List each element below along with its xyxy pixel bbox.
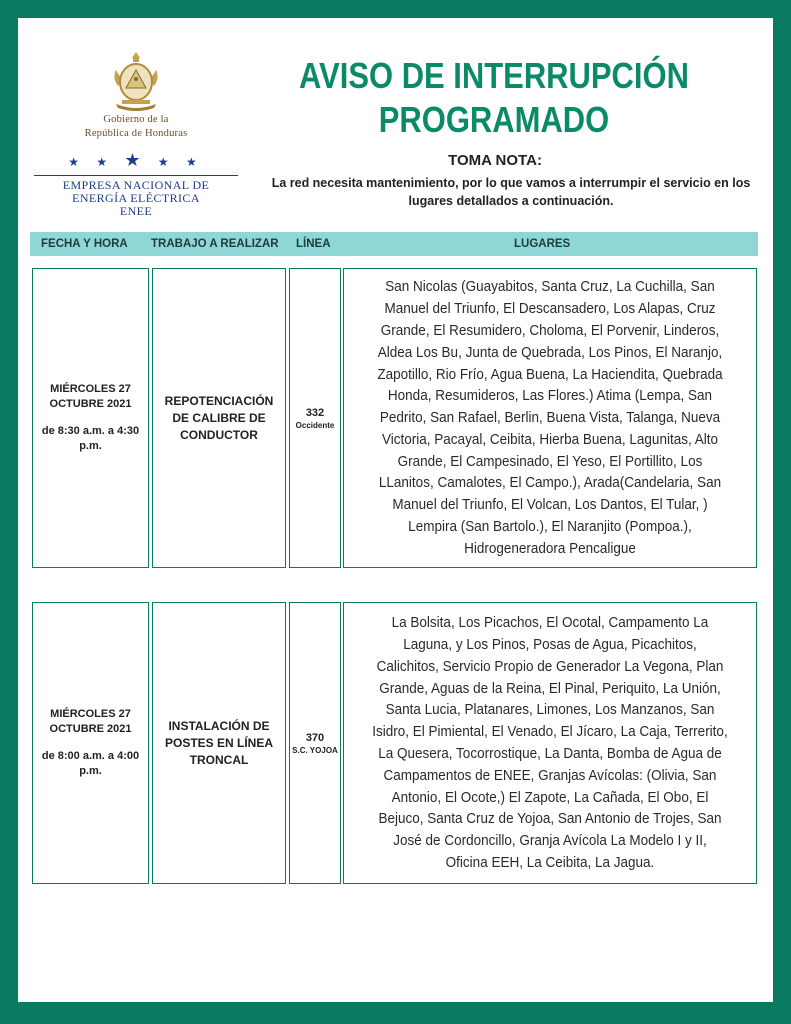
logo-divider	[34, 175, 238, 176]
row-date: MIÉRCOLES 27 OCTUBRE 2021	[49, 708, 132, 735]
page-title	[281, 54, 708, 142]
row-places: La Bolsita, Los Picachos, El Ocotal, Campamento La Laguna, y Los Pinos, Posas de Agua, Picachitos, Calichitos, Servicio Propio de Generador La Vegona, Plan Grande, Aguas de la Reina, El Pinal, Periquito, La Unión, Santa Lucia, Platanares, Limones, Los Manzanos, San Isidro, El Pimiental, El Venado, El Jícaro, La Caja, Terrerito, La Quesera, Tocorrostique, La Danta, Bomba de Agua de Campamentos de ENEE, Granjas Avícolas: (Olivia, San Antonio, El Ocote,) El Zapote, La Cañada, El Obo, El Bejuco, Santa Cruz de Yojoa, San Antonio de Trojes, San José de Cordoncillo, Granja Avícola La Modelo I y II, Oficina EEH, La Ceibita, La Jagua.	[372, 614, 728, 871]
header-fecha: FECHA Y HORA	[41, 238, 128, 250]
note-text: La red necesita mantenimiento, por lo que vamos a interrumpir el servicio en los lugares detallados a continuación.	[271, 176, 751, 208]
row-line: 332	[305, 406, 325, 419]
row-line-area: Occidente	[295, 420, 335, 430]
work-cell	[152, 268, 286, 568]
row-date: MIÉRCOLES 27 OCTUBRE 2021	[49, 383, 132, 410]
company-line-3: ENEE	[119, 204, 153, 218]
gov-line-2: República de Honduras	[84, 128, 188, 139]
title-line-1: AVISO DE INTERRUPCIÓN	[299, 55, 689, 96]
row-work: REPOTENCIACIÓN DE CALIBRE DE CONDUCTOR	[164, 393, 274, 442]
row-line-area: S.C. YOJOA	[292, 745, 338, 755]
table-header	[30, 232, 758, 256]
work-cell	[152, 602, 286, 884]
notice-page	[18, 18, 773, 1002]
enee-logo	[30, 48, 242, 218]
places-cell	[343, 602, 757, 884]
company-line-1: EMPRESA NACIONAL DE	[62, 178, 210, 192]
note-heading: TOMA NOTA:	[448, 152, 542, 169]
row-time: de 8:30 a.m. a 4:30 p.m.	[41, 425, 140, 452]
line-cell	[289, 268, 341, 568]
date-cell	[32, 268, 149, 568]
table-row	[30, 268, 758, 568]
stars-icon: ★ ★ ★ ★ ★	[68, 150, 204, 170]
title-line-2: PROGRAMADO	[378, 99, 610, 140]
places-cell	[343, 268, 757, 568]
row-places: San Nicolas (Guayabitos, Santa Cruz, La Cuchilla, San Manuel del Triunfo, El Descansadero, Los Alapas, Cruz Grande, El Resumidero, Choloma, El Porvenir, Linderos, Aldea Los Bu, Junta de Quebrada, Los Pinos, El Naranjo, Zapotillo, Rio Frío, Agua Buena, La Haciendita, Quebrada Honda, Resumideros, Las Flores.) Atima (Lempa, San Pedrito, San Rafael, Berlin, Buena Vista, Talanga, Nueva Victoria, Pacayal, Ceibita, Hierba Buena, Lagunitas, Alto Grande, El Campesinado, El Yeso, El Portillito, Los LLanitos, Camalotes, El Campo.), Arada(Candelaria, San Manuel del Triunfo, El Volcan, Los Dantos, El Tular, ) Lempira (San Bartolo.), El Naranjito (Pompoa.), Hidrogeneradora Pencaligue	[377, 278, 723, 557]
date-cell	[32, 602, 149, 884]
gov-line-1: Gobierno de la	[103, 114, 169, 125]
table-row	[30, 602, 758, 884]
row-line: 370	[305, 731, 325, 744]
header-lugares: LUGARES	[514, 238, 571, 250]
line-cell	[289, 602, 341, 884]
header-linea: LÍNEA	[296, 238, 331, 250]
header-trabajo: TRABAJO A REALIZAR	[151, 238, 279, 250]
company-line-2: ENERGÍA ELÉCTRICA	[72, 191, 200, 205]
honduras-coat-of-arms-icon	[108, 48, 164, 112]
row-time: de 8:00 a.m. a 4:00 p.m.	[41, 750, 140, 777]
row-work: INSTALACIÓN DE POSTES EN LÍNEA TRONCAL	[164, 718, 274, 767]
